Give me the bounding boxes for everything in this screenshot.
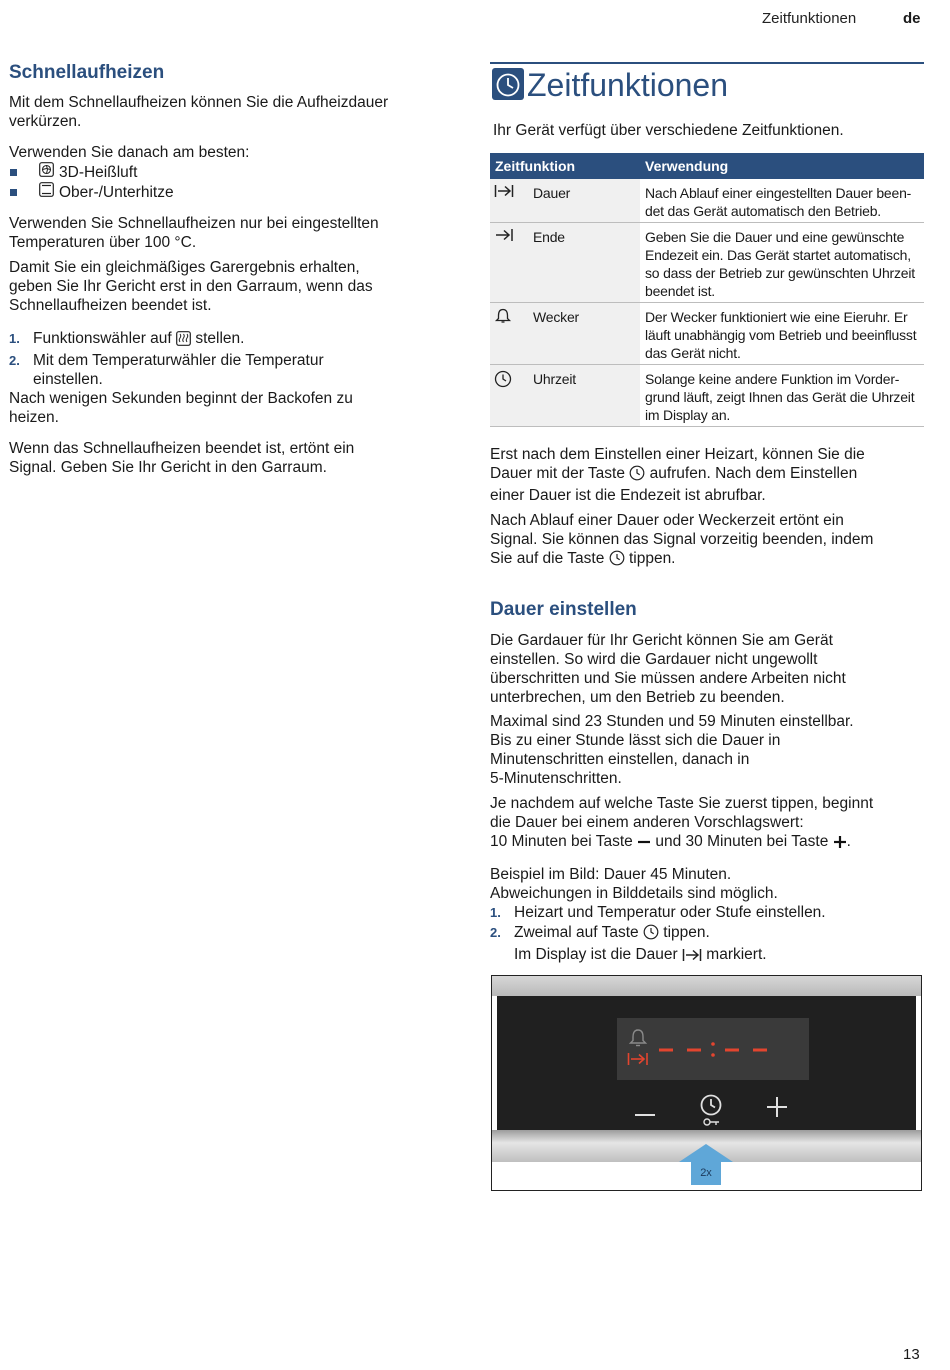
text-span: Zweimal auf Taste bbox=[514, 924, 639, 941]
tap-arrow-icon bbox=[679, 1144, 733, 1162]
paragraph bbox=[9, 214, 449, 252]
display-digits bbox=[655, 1038, 805, 1060]
table-cell: Dauer bbox=[528, 179, 640, 223]
text-line: im Display an. bbox=[645, 407, 731, 423]
text-line: Nach Ablauf einer Dauer oder Weckerzeit ertönt ein bbox=[490, 512, 844, 529]
text-line: Signal. Sie können das Signal vorzeitig beenden, indem bbox=[490, 531, 874, 548]
text-span: tippen. bbox=[663, 924, 710, 941]
text-line: Erst nach dem Einstellen einer Heizart, können Sie die bbox=[490, 446, 865, 463]
text-line: Bis zu einer Stunde lässt sich die Dauer in bbox=[490, 732, 781, 749]
text-line: Nach wenigen Sekunden beginnt der Backofen zu bbox=[9, 390, 353, 407]
table-row bbox=[490, 303, 924, 365]
running-title: Zeitfunktionen bbox=[762, 10, 857, 27]
step-number: 2. bbox=[490, 925, 501, 940]
step-text bbox=[514, 923, 767, 945]
table-header: Zeitfunktion bbox=[490, 153, 640, 179]
text-line: 5-Minutenschritten. bbox=[490, 770, 622, 787]
result-paragraph bbox=[9, 389, 449, 427]
step-number: 1. bbox=[9, 331, 20, 346]
clock-key-icon bbox=[609, 550, 625, 571]
text-span: Dauer mit der Taste bbox=[490, 465, 625, 482]
text-line: überschritten und Sie müssen andere Arbeiten nicht bbox=[490, 670, 846, 687]
text-line bbox=[490, 464, 924, 486]
text-line: so dass der Betrieb zur gewünschten Uhrzeit bbox=[645, 265, 915, 281]
page-number: 13 bbox=[903, 1346, 920, 1363]
text-line: Mit dem Schnellaufheizen können Sie die Aufheizdauer bbox=[9, 94, 389, 111]
step-text: einstellen. bbox=[33, 371, 103, 388]
table-row bbox=[490, 365, 924, 427]
text-line: einstellen. So wird die Gardauer nicht ungewollt bbox=[490, 651, 818, 668]
bullet-marker bbox=[10, 169, 17, 176]
text-line: Damit Sie ein gleichmäßiges Garergebnis erhalten, bbox=[9, 259, 360, 276]
text-line: Der Wecker funktioniert wie eine Eieruhr. Er bbox=[645, 309, 908, 325]
table-cell bbox=[640, 179, 924, 223]
table-row bbox=[490, 179, 924, 223]
paragraph bbox=[490, 445, 924, 505]
intro-paragraph bbox=[9, 93, 449, 131]
table-cell: Uhrzeit bbox=[528, 365, 640, 427]
step-number: 2. bbox=[9, 353, 20, 368]
timer-chapter-icon bbox=[492, 68, 524, 100]
text-line: Signal. Geben Sie Ihr Gericht in den Garraum. bbox=[9, 459, 327, 476]
hot-air-icon bbox=[39, 162, 54, 182]
text-span: Sie auf die Taste bbox=[490, 550, 605, 567]
text-line: Nach Ablauf einer eingestellten Dauer been- bbox=[645, 185, 912, 201]
chapter-intro: Ihr Gerät verfügt über verschiedene Zeitfunktionen. bbox=[493, 122, 844, 139]
text-span: . bbox=[846, 833, 851, 850]
text-line: läuft unabhängig vom Betrieb und beeinflusst bbox=[645, 327, 917, 343]
minus-button[interactable] bbox=[633, 1104, 657, 1123]
table-cell bbox=[640, 223, 924, 303]
example-paragraph bbox=[490, 865, 924, 967]
text-line: die Dauer bei einem anderen Vorschlagswert: bbox=[490, 814, 804, 831]
duration-icon bbox=[490, 179, 528, 223]
table-cell: Wecker bbox=[528, 303, 640, 365]
step-item bbox=[490, 923, 924, 967]
step-text: Funktionswähler auf bbox=[33, 330, 172, 347]
text-line: geben Sie Ihr Gericht erst in den Garraum, wenn das bbox=[9, 278, 373, 295]
step-item bbox=[9, 329, 449, 351]
list-item-label: Ober-/Unterhitze bbox=[59, 183, 174, 201]
text-line: unterbrechen, um den Betrieb zu beenden. bbox=[490, 689, 785, 706]
text-line: Solange keine andere Funktion im Vorder- bbox=[645, 371, 900, 387]
section-heading: Dauer einstellen bbox=[490, 599, 637, 620]
paragraph bbox=[9, 439, 449, 477]
table-header-row bbox=[490, 153, 924, 179]
text-line: det das Gerät automatisch den Betrieb. bbox=[645, 203, 881, 219]
table-cell bbox=[640, 303, 924, 365]
clock-key-icon bbox=[643, 924, 659, 945]
step-item bbox=[9, 351, 449, 389]
paragraph bbox=[490, 794, 924, 854]
minus-icon bbox=[637, 835, 651, 854]
list-item bbox=[9, 182, 449, 202]
text-line: heizen. bbox=[9, 409, 59, 426]
paragraph bbox=[9, 258, 449, 315]
text-line: Endezeit ein. Das Gerät startet automatisch, bbox=[645, 247, 911, 263]
text-line: grund läuft, zeigt Ihnen das Gerät die Uhrzeit bbox=[645, 389, 915, 405]
text-span: Im Display ist die Dauer bbox=[514, 946, 678, 963]
timer-display bbox=[617, 1018, 809, 1080]
text-line: Verwenden Sie Schnellaufheizen nur bei eingestellten bbox=[9, 215, 379, 232]
text-line: einer Dauer ist die Endezeit ist abrufbar. bbox=[490, 487, 766, 504]
plus-button[interactable] bbox=[765, 1095, 789, 1124]
clock-key-icon bbox=[629, 465, 645, 486]
text-line: Temperaturen über 100 °C. bbox=[9, 234, 197, 251]
chapter-title: Zeitfunktionen bbox=[527, 67, 729, 103]
paragraph bbox=[490, 511, 924, 571]
text-line: Wenn das Schnellaufheizen beendet ist, ertönt ein bbox=[9, 440, 355, 457]
top-bottom-heat-icon bbox=[39, 182, 54, 202]
text-line: Beispiel im Bild: Dauer 45 Minuten. bbox=[490, 866, 732, 883]
step-result bbox=[514, 945, 767, 967]
table-cell: Ende bbox=[528, 223, 640, 303]
table-cell bbox=[640, 365, 924, 427]
text-line bbox=[490, 832, 924, 854]
step-text: stellen. bbox=[195, 330, 245, 347]
duration-icon bbox=[682, 948, 702, 967]
list-item bbox=[9, 162, 449, 182]
text-line: Die Gardauer für Ihr Gericht können Sie am Gerät bbox=[490, 632, 833, 649]
text-span: und 30 Minuten bei Taste bbox=[655, 833, 829, 850]
clock-icon bbox=[490, 365, 528, 427]
step-number: 1. bbox=[490, 905, 501, 920]
text-line: das Gerät nicht. bbox=[645, 345, 741, 361]
list-item-label: 3D-Heißluft bbox=[59, 163, 138, 181]
tap-count-badge: 2x bbox=[691, 1161, 721, 1185]
text-line: Je nachdem auf welche Taste Sie zuerst tippen, beginnt bbox=[490, 795, 874, 812]
end-time-icon bbox=[490, 223, 528, 303]
text-span: markiert. bbox=[706, 946, 767, 963]
paragraph bbox=[490, 631, 924, 707]
text-span: tippen. bbox=[628, 550, 676, 567]
bullet-marker bbox=[10, 189, 17, 196]
control-panel bbox=[497, 996, 916, 1130]
time-functions-table bbox=[490, 153, 924, 427]
table-header: Verwendung bbox=[640, 153, 924, 179]
recommend-label: Verwenden Sie danach am besten: bbox=[9, 144, 250, 161]
text-line bbox=[490, 549, 924, 571]
panel-trim bbox=[492, 976, 921, 996]
step-text: Heizart und Temperatur oder Stufe einstellen. bbox=[514, 904, 826, 921]
text-span: 10 Minuten bei Taste bbox=[490, 833, 633, 850]
text-line: Geben Sie die Dauer und eine gewünschte bbox=[645, 229, 905, 245]
clock-button[interactable] bbox=[698, 1093, 724, 1134]
section-schnellaufheizen bbox=[9, 62, 449, 477]
text-line: verkürzen. bbox=[9, 113, 82, 130]
text-line: Minutenschritten einstellen, danach in bbox=[490, 751, 750, 768]
text-span: aufrufen. Nach dem Einstellen bbox=[649, 465, 858, 482]
paragraph bbox=[490, 712, 924, 788]
bell-icon bbox=[627, 1028, 649, 1053]
table-row bbox=[490, 223, 924, 303]
text-line: Maximal sind 23 Stunden und 59 Minuten einstellbar. bbox=[490, 713, 854, 730]
language-code: de bbox=[903, 10, 921, 27]
plus-icon bbox=[833, 835, 847, 854]
duration-icon bbox=[627, 1052, 649, 1071]
chapter-header bbox=[490, 62, 924, 102]
text-line: beendet ist. bbox=[645, 283, 715, 299]
section-heading: Schnellaufheizen bbox=[9, 62, 165, 83]
bell-icon bbox=[490, 303, 528, 365]
step-item bbox=[490, 903, 924, 922]
text-line: Schnellaufheizen beendet ist. bbox=[9, 297, 212, 314]
step-text: Mit dem Temperaturwähler die Temperatur bbox=[33, 352, 324, 369]
text-line: Abweichungen in Bilddetails sind möglich. bbox=[490, 885, 778, 902]
rapid-heat-icon bbox=[176, 331, 191, 351]
